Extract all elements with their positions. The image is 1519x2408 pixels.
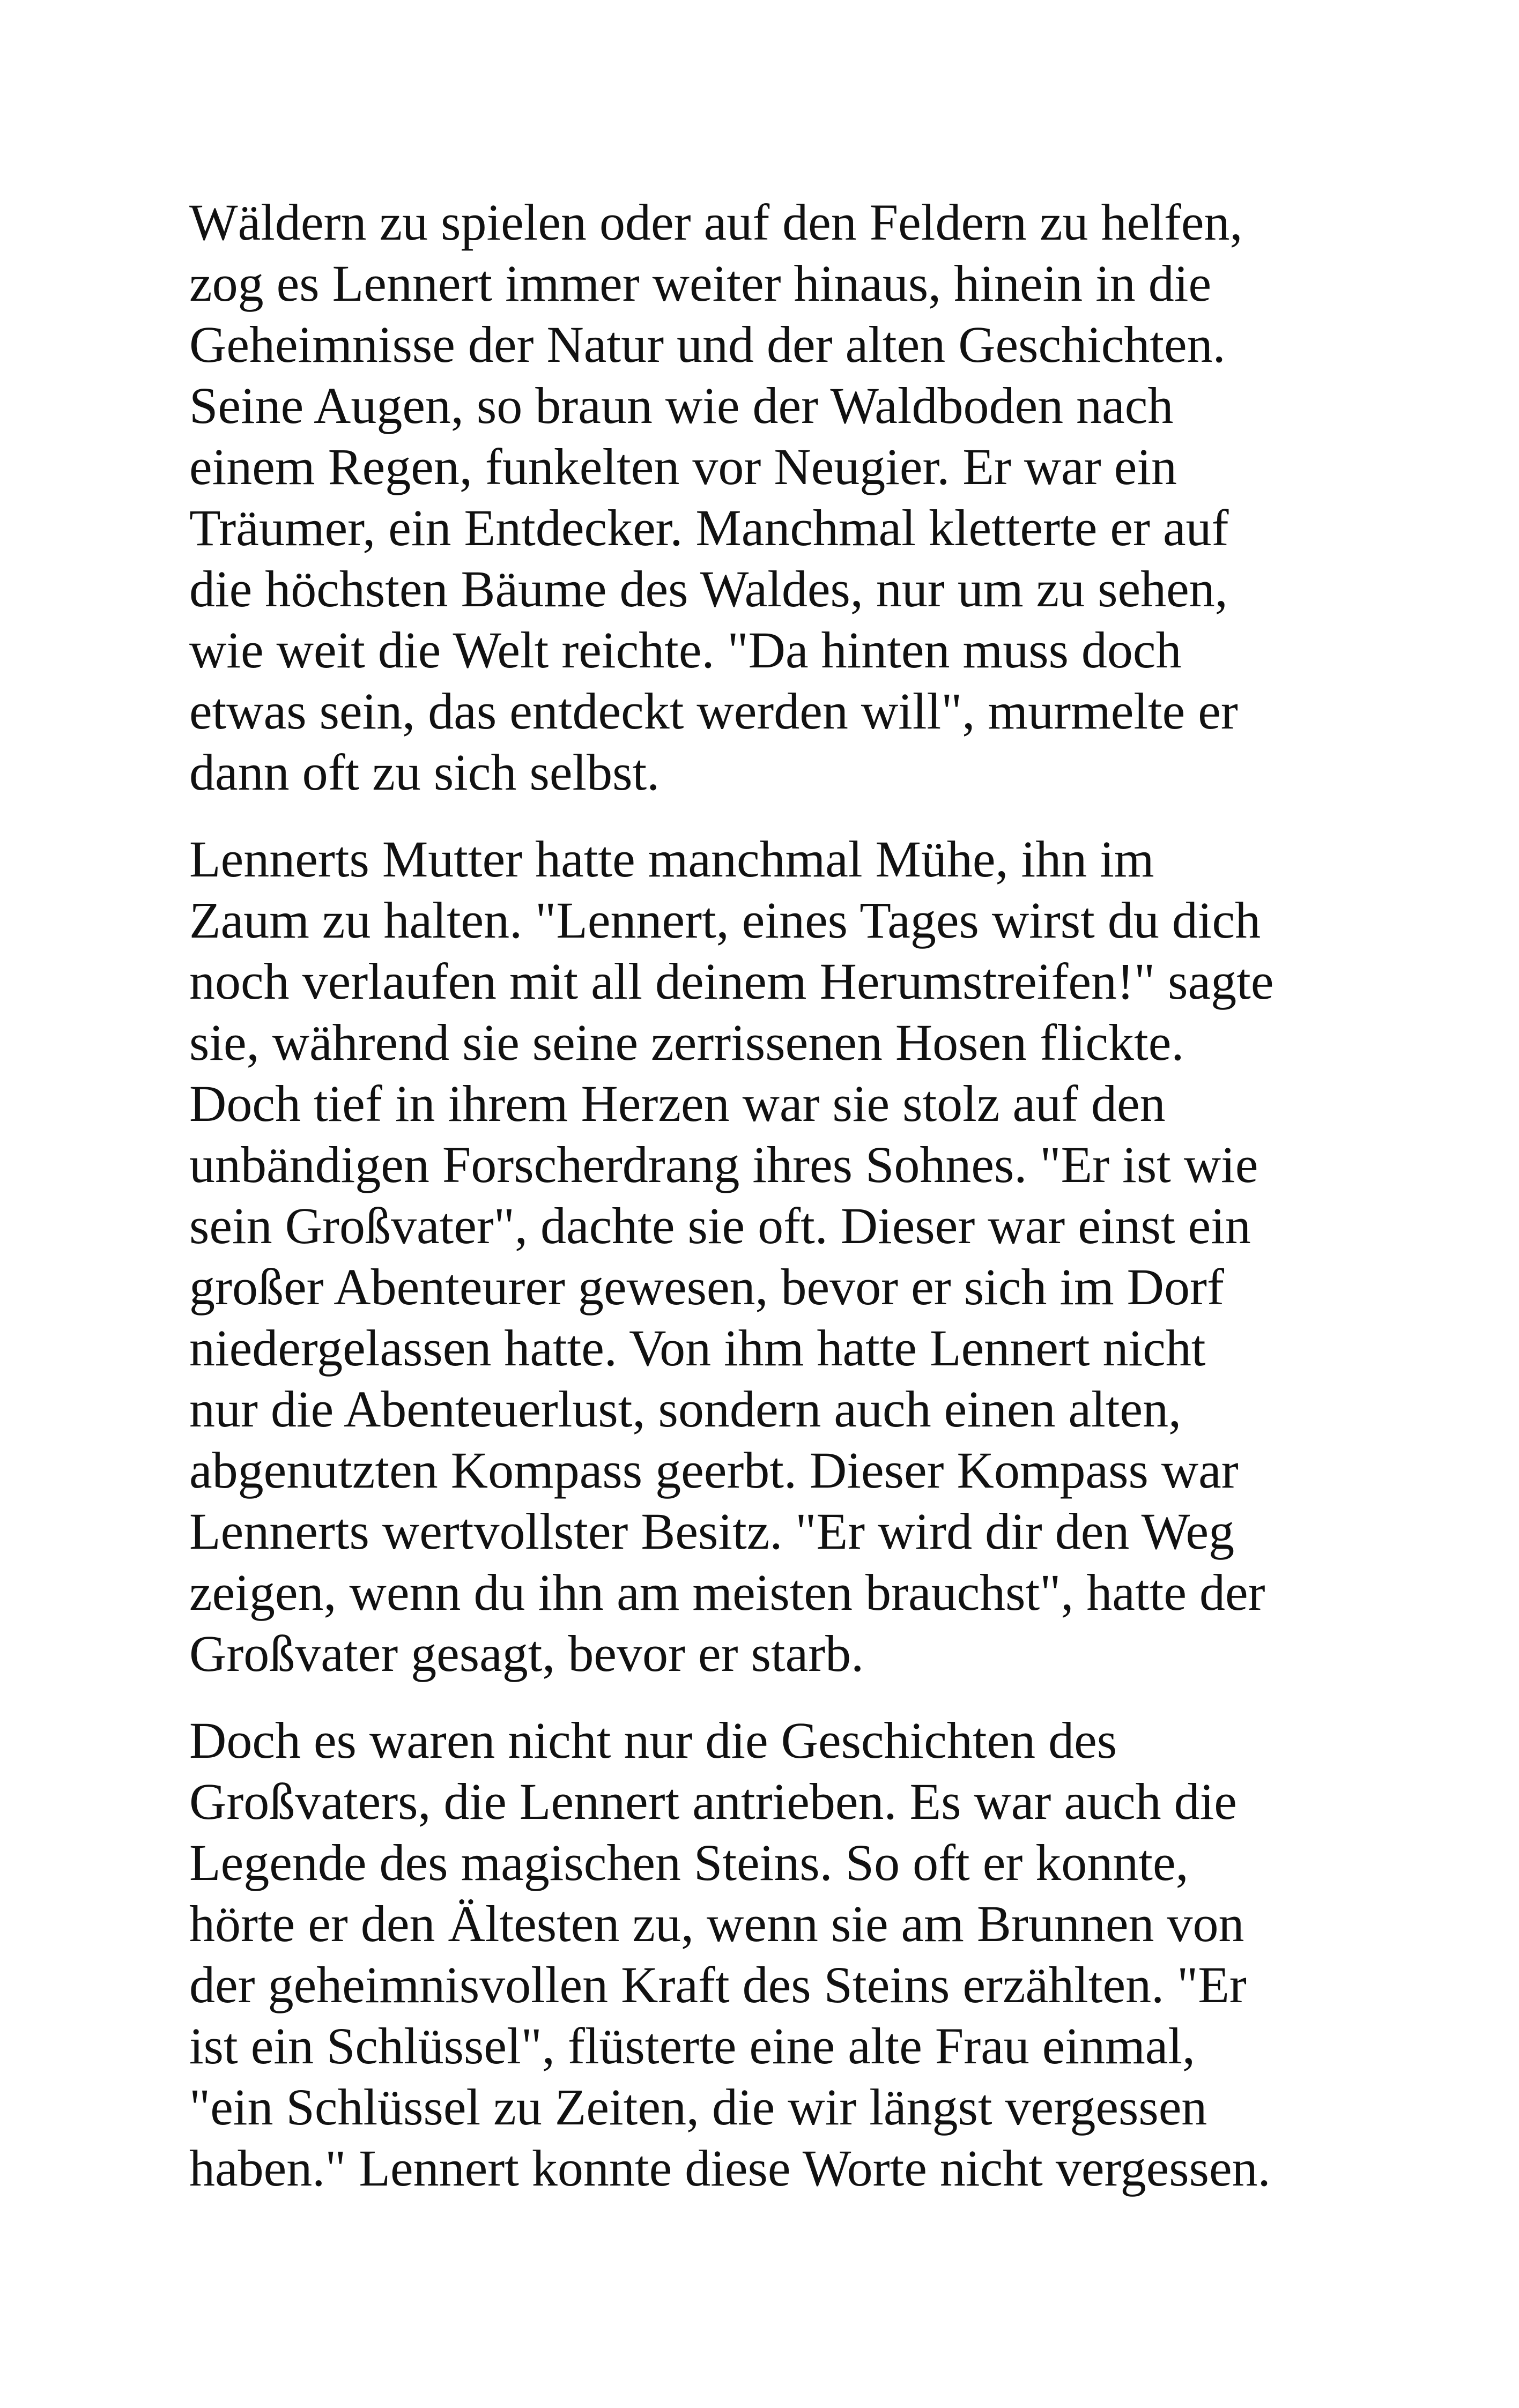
text-line: Träumer, ein Entdecker. Manchmal kletterte er auf — [189, 499, 1229, 556]
text-line: Lennerts wertvollster Besitz. "Er wird dir den Weg — [189, 1503, 1235, 1560]
text-line: Zaum zu halten. "Lennert, eines Tages wirst du dich — [189, 891, 1261, 949]
paragraph-1 — [189, 192, 1342, 803]
paragraph-2 — [189, 829, 1342, 1684]
text-line: abgenutzten Kompass geerbt. Dieser Kompass war — [189, 1441, 1239, 1499]
text-line: ist ein Schlüssel", flüsterte eine alte Frau einmal, — [189, 2017, 1196, 2075]
text-line: Legende des magischen Steins. So oft er konnte, — [189, 1834, 1189, 1891]
text-line: "ein Schlüssel zu Zeiten, die wir längst vergessen — [189, 2078, 1207, 2136]
text-line: unbändigen Forscherdrang ihres Sohnes. "Er ist wie — [189, 1136, 1258, 1193]
text-line: Doch es waren nicht nur die Geschichten des — [189, 1712, 1117, 1769]
text-line: Doch tief in ihrem Herzen war sie stolz auf den — [189, 1075, 1166, 1132]
text-line: dann oft zu sich selbst. — [189, 744, 660, 801]
text-line: niedergelassen hatte. Von ihm hatte Lennert nicht — [189, 1319, 1206, 1377]
text-line: Wäldern zu spielen oder auf den Feldern zu helfen, — [189, 194, 1243, 251]
text-line: der geheimnisvollen Kraft des Steins erzählten. "Er — [189, 1956, 1247, 2013]
text-line: wie weit die Welt reichte. "Da hinten muss doch — [189, 621, 1182, 679]
text-line: Lennerts Mutter hatte manchmal Mühe, ihn im — [189, 830, 1154, 888]
text-line: einem Regen, funkelten vor Neugier. Er war ein — [189, 438, 1177, 495]
text-line: haben." Lennert konnte diese Worte nicht vergessen. — [189, 2139, 1271, 2197]
text-line: sein Großvater", dachte sie oft. Dieser war einst ein — [189, 1197, 1251, 1254]
book-page — [189, 192, 1342, 2225]
text-line: die höchsten Bäume des Waldes, nur um zu sehen, — [189, 560, 1228, 618]
text-line: großer Abenteurer gewesen, bevor er sich im Dorf — [189, 1258, 1224, 1316]
text-line: Geheimnisse der Natur und der alten Geschichten. — [189, 316, 1226, 373]
text-line: sie, während sie seine zerrissenen Hosen flickte. — [189, 1014, 1184, 1071]
text-line: nur die Abenteuerlust, sondern auch einen alten, — [189, 1380, 1182, 1438]
text-line: zog es Lennert immer weiter hinaus, hinein in die — [189, 255, 1212, 312]
text-line: Großvaters, die Lennert antrieben. Es war auch die — [189, 1773, 1237, 1830]
text-line: zeigen, wenn du ihn am meisten brauchst", hatte der — [189, 1564, 1265, 1621]
text-line: Seine Augen, so braun wie der Waldboden nach — [189, 377, 1174, 434]
text-line: etwas sein, das entdeckt werden will", murmelte er — [189, 682, 1238, 740]
text-line: Großvater gesagt, bevor er starb. — [189, 1625, 864, 1682]
text-line: hörte er den Ältesten zu, wenn sie am Brunnen von — [189, 1895, 1244, 1952]
text-line: noch verlaufen mit all deinem Herumstreifen!" sagte — [189, 953, 1274, 1010]
paragraph-3 — [189, 1710, 1342, 2199]
